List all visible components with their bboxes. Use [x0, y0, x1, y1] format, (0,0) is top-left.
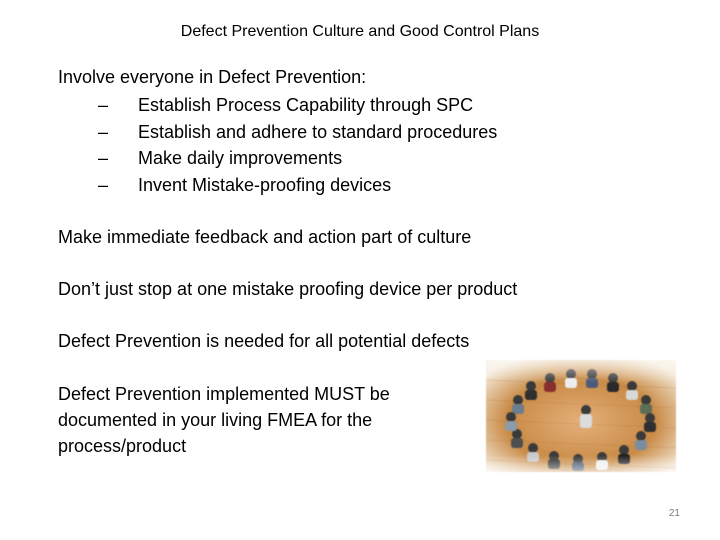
bullet-list	[98, 92, 497, 198]
paragraph-mistake-proofing: Don’t just stop at one mistake proofing device per product	[58, 279, 518, 299]
bullet-text: Establish and adhere to standard procedures	[138, 121, 498, 142]
bullet-text: Establish Process Capability through SPC	[138, 95, 474, 115]
dash-marker: –	[98, 174, 109, 195]
bullet-item	[98, 119, 497, 146]
bullet-text: Invent Mistake-proofing devices	[138, 174, 392, 195]
bullet-item	[98, 145, 497, 172]
paragraph-feedback: Make immediate feedback and action part of culture	[58, 227, 472, 247]
paragraph-potential-defects: Defect Prevention is needed for all potential defects	[58, 331, 470, 351]
bullet-text: Make daily improvements	[138, 148, 343, 168]
intro-text: Involve everyone in Defect Prevention:	[58, 67, 367, 87]
slide-number: 21	[668, 508, 680, 519]
bullet-item	[98, 172, 497, 199]
people-circle-photo	[486, 360, 676, 472]
bullet-item	[98, 92, 497, 119]
dash-marker: –	[98, 121, 109, 142]
dash-marker: –	[98, 95, 109, 115]
paragraph-fmea: Defect Prevention implemented MUST be documented in your living FMEA for the process/product	[58, 384, 390, 456]
dash-marker: –	[98, 148, 109, 168]
slide-title: Defect Prevention Culture and Good Control Plans	[180, 23, 540, 40]
